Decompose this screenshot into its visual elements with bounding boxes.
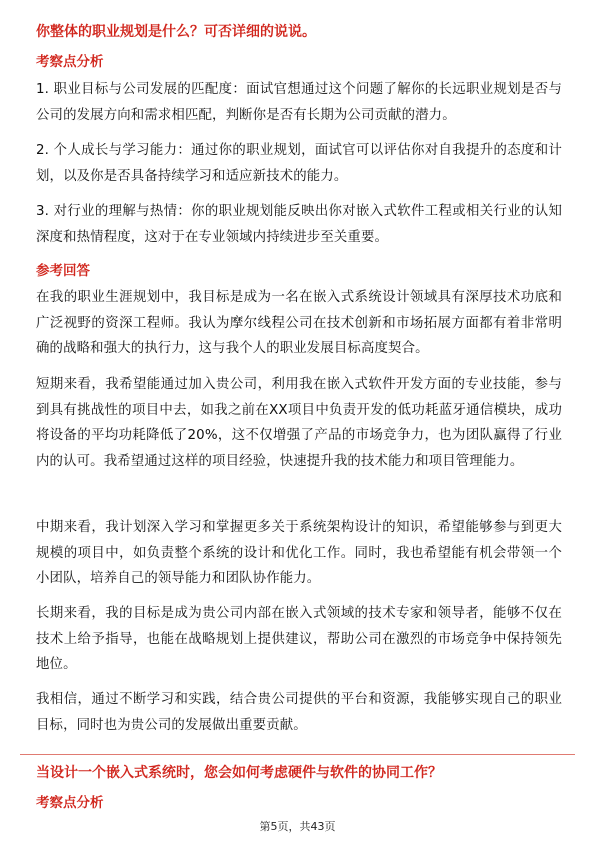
question-title: 当设计一个嵌入式系统时，您会如何考虑硬件与软件的协同工作？ bbox=[36, 765, 442, 781]
answer-paragraph: 中期来看，我计划深入学习和掌握更多关于系统架构设计的知识，希望能够参与到更大规模的项目中，如负责整个系统的设计和优化工作。同时，我也希望能有机会带领一个小团队，培养自己的领导能力和团队协作能力。 bbox=[36, 520, 562, 586]
analysis-point: 3. 对行业的理解与热情：你的职业规划能反映出你对嵌入式软件工程或相关行业的认知深度和热情程度，这对于在专业领域内持续进步至关重要。 bbox=[36, 204, 562, 245]
analysis-point: 1. 职业目标与公司发展的匹配度：面试官想通过这个问题了解你的长远职业规划是否与公司的发展方向和需求相匹配，判断你是否有长期为公司贡献的潜力。 bbox=[36, 82, 562, 123]
page-indicator: 第5页，共43页 bbox=[259, 820, 336, 833]
answer-heading: 参考回答 bbox=[36, 263, 90, 279]
answer-paragraph: 我相信，通过不断学习和实践，结合贵公司提供的平台和资源，我能够实现自己的职业目标，同时也为贵公司的发展做出重要贡献。 bbox=[36, 692, 562, 733]
analysis-point: 2. 个人成长与学习能力：通过你的职业规划，面试官可以评估你对自我提升的态度和计划，以及你是否具备持续学习和适应新技术的能力。 bbox=[36, 143, 562, 184]
analysis-heading: 考察点分析 bbox=[36, 795, 104, 811]
section-divider bbox=[20, 754, 575, 755]
question-title: 你整体的职业规划是什么？可否详细的说说。 bbox=[36, 24, 316, 40]
answer-paragraph: 长期来看，我的目标是成为贵公司内部在嵌入式领域的技术专家和领导者，能够不仅在技术上给予指导，也能在战略规划上提供建议，帮助公司在激烈的市场竞争中保持领先地位。 bbox=[36, 606, 562, 672]
analysis-heading: 考察点分析 bbox=[36, 54, 104, 70]
answer-paragraph: 短期来看，我希望能通过加入贵公司，利用我在嵌入式软件开发方面的专业技能，参与到具有挑战性的项目中去，如我之前在XX项目中负责开发的低功耗蓝牙通信模块，成功将设备的平均功耗降低了20%，这不仅增强了产品的市场竞争力，也为团队赢得了行业内的认可。我希望通过这样的项目经验，快速提升我的技术能力和项目管理能力。 bbox=[36, 377, 562, 469]
answer-paragraph: 在我的职业生涯规划中，我目标是成为一名在嵌入式系统设计领域具有深厚技术功底和广泛视野的资深工程师。我认为摩尔线程公司在技术创新和市场拓展方面都有着非常明确的战略和强大的执行力，这与我个人的职业发展目标高度契合。 bbox=[36, 290, 562, 356]
